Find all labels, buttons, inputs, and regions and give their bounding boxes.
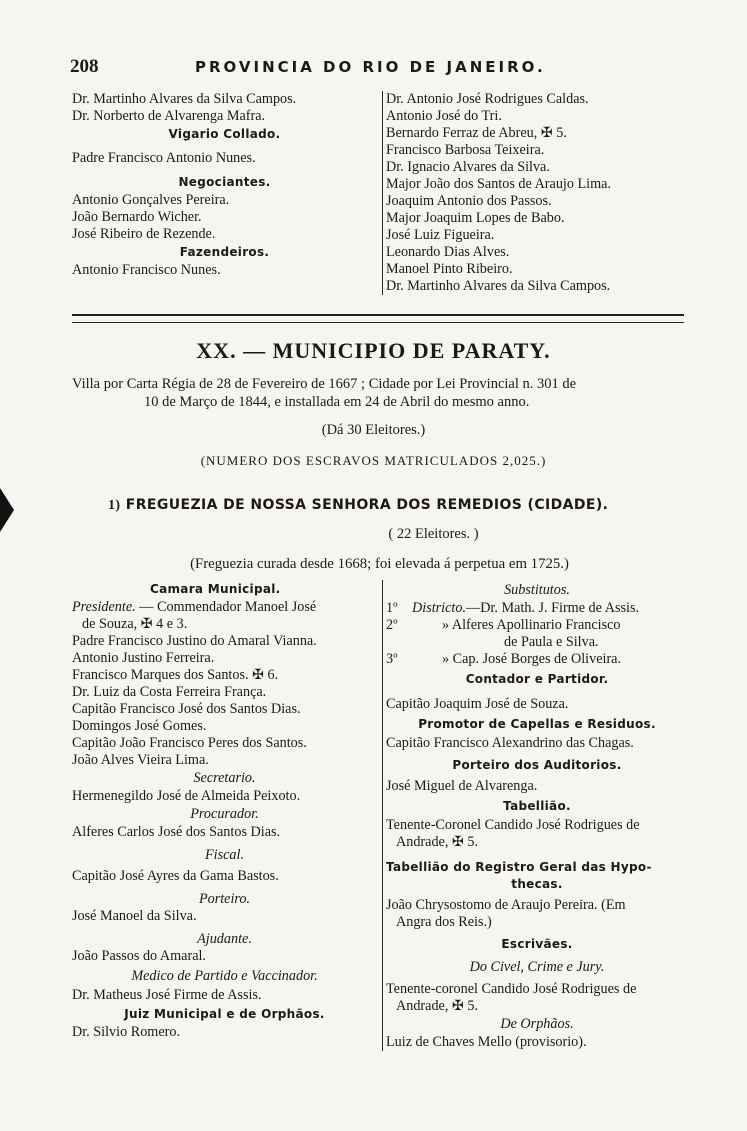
sub2-text: » Alferes Apollinario Francisco [442,617,621,633]
text-line: Dr. Luiz da Costa Ferreira França. [72,684,267,700]
text-line: Antonio Francisco Nunes. [72,262,221,278]
text-line: Major João dos Santos de Araujo Lima. [386,176,611,192]
orphaos-heading: De Orphãos. [500,1016,574,1032]
text-line: João Alves Vieira Lima. [72,752,209,768]
lower-left-column [72,580,377,1041]
text-line: Capitão Francisco José dos Santos Dias. [72,701,301,717]
text-line: Dr. Martinho Alvares da Silva Campos. [72,91,297,107]
section-title: XX. — MUNICIPIO DE PARATY. [196,338,551,363]
text-line: Capitão João Francisco Peres dos Santos. [72,735,307,751]
fiscal-heading: Fiscal. [204,847,244,863]
text-line: Domingos José Gomes. [72,718,207,734]
procurador-heading: Procurador. [190,806,259,822]
text-line: João Chrysostomo de Araujo Pereira. (Em [386,897,626,913]
escravos-note: (NUMERO DOS ESCRAVOS MATRICULADOS 2,025.) [200,453,547,468]
text-line: Andrade, ✠ 5. [396,998,479,1014]
text-line: Luiz de Chaves Mello (provisorio). [386,1034,587,1050]
text-line: Antonio José do Tri. [386,108,502,124]
double-rule-divider [72,314,684,323]
text-line: Padre Francisco Antonio Nunes. [72,150,256,166]
text-line: Dr. Silvio Romero. [72,1024,180,1040]
freguezia-eleitores: ( 22 Eleitores. ) [388,526,479,542]
contador-heading: Contador e Partidor. [465,672,609,686]
intro-line-2: 10 de Março de 1844, e installada em 24 de Abril do mesmo anno. [144,394,530,410]
text-line: Joaquim Antonio dos Passos. [386,193,552,209]
sub-label: 2º [386,617,398,633]
page-number: 208 [70,56,99,77]
text-line: Tenente-coronel Candido José Rodrigues de [386,981,637,997]
text-line: Angra dos Reis.) [396,914,492,930]
text-line: Capitão Joaquim José de Souza. [386,696,569,712]
text-line: Capitão José Ayres da Gama Bastos. [72,868,279,884]
tab-registro-heading: Tabellião do Registro Geral das Hypo- [386,860,652,874]
text-line: Alferes Carlos José dos Santos Dias. [72,824,281,840]
lower-columns [72,580,684,1080]
section-heading-vigario: Vigario Collado. [168,127,281,141]
porteiro-heading: Porteiro. [198,891,251,907]
sub3-text: » Cap. José Borges de Oliveira. [442,651,622,667]
section-heading-negociantes: Negociantes. [178,175,271,189]
running-title: PROVINCIA DO RIO DE JANEIRO. [195,58,546,76]
lower-right-column [382,580,688,1051]
text-line: Capitão Francisco Alexandrino das Chagas. [386,735,634,751]
sub-label: 3º [386,651,398,667]
escrivaes-heading: Escrivães. [501,937,573,951]
text-line: Tenente-Coronel Candido José Rodrigues de [386,817,640,833]
top-right-column [382,91,688,295]
top-left-column [72,91,377,279]
text-line: Dr. Norberto de Alvarenga Mafra. [72,108,266,124]
text-line: Andrade, ✠ 5. [396,834,479,850]
secretario-heading: Secretario. [193,770,256,786]
sub1-italic: Districto. [412,600,466,616]
text-line: Leonardo Dias Alves. [386,244,510,260]
presidente-label: Presidente. [72,599,136,615]
text-line: Francisco Barbosa Teixeira. [386,142,545,158]
juiz-heading: Juiz Municipal e de Orphãos. [124,1007,325,1021]
text-line: Dr. Ignacio Alvares da Silva. [386,159,550,175]
text-line: Hermenegildo José de Almeida Peixoto. [72,788,301,804]
tab-registro-heading-cont: thecas. [511,877,563,891]
section-heading-fazendeiros: Fazendeiros. [179,245,270,259]
civel-heading: Do Civel, Crime e Jury. [469,959,605,975]
porteiro-auditorios-heading: Porteiro dos Auditorios. [452,758,622,772]
freguezia-name: FREGUEZIA DE NOSSA SENHORA DOS REMEDIOS (CIDADE). [125,497,609,513]
text-line: João Passos do Amaral. [72,948,206,964]
camara-heading: Camara Municipal. [150,582,281,596]
text-line: José Manoel da Silva. [72,908,197,924]
promotor-heading: Promotor de Capellas e Residuos. [418,717,656,731]
text-line: Dr. Matheus José Firme de Assis. [72,987,262,1003]
text-line: de Paula e Silva. [504,634,599,650]
ajudante-heading: Ajudante. [197,931,252,947]
presidente-text: — Commendador Manoel José [135,599,317,615]
text-line: José Ribeiro de Rezende. [72,226,216,242]
text-line: Dr. Antonio José Rodrigues Caldas. [386,91,589,107]
text-line: Bernardo Ferraz de Abreu, ✠ 5. [386,125,567,141]
margin-mark [0,488,14,532]
page-header [70,56,680,82]
text-line: José Miguel de Alvarenga. [386,778,538,794]
text-line: Antonio Gonçalves Pereira. [72,192,230,208]
sub-label: 1º [386,600,398,616]
text-line: de Souza, ✠ 4 e 3. [82,616,188,632]
text-line: João Bernardo Wicher. [72,209,202,225]
medico-heading: Medico de Partido e Vaccinador. [131,968,318,984]
freguezia-number: 1) [108,498,121,513]
text-line: Francisco Marques dos Santos. ✠ 6. [72,667,279,683]
intro-line-1: Villa por Carta Régia de 28 de Fevereiro de 1667 ; Cidade por Lei Provincial n. 301 de [72,376,577,392]
sub1-text: —Dr. Math. J. Firme de Assis. [466,600,640,616]
substitutos-heading: Substitutos. [504,582,570,598]
freguezia-note: (Freguezia curada desde 1668; foi elevada á perpetua em 1725.) [190,556,569,572]
text-line: Antonio Justino Ferreira. [72,650,215,666]
text-line: Padre Francisco Justino do Amaral Vianna. [72,633,317,649]
top-columns [72,91,684,296]
text-line: Major Joaquim Lopes de Babo. [386,210,565,226]
text-line: José Luiz Figueira. [386,227,495,243]
text-line: Manoel Pinto Ribeiro. [386,261,513,277]
text-line: Dr. Martinho Alvares da Silva Campos. [386,278,611,294]
freguezia-heading [108,497,608,514]
section-intro [72,375,692,411]
tabelliao-heading: Tabellião. [503,799,571,813]
eleitores-note: (Dá 30 Eleitores.) [321,422,426,438]
